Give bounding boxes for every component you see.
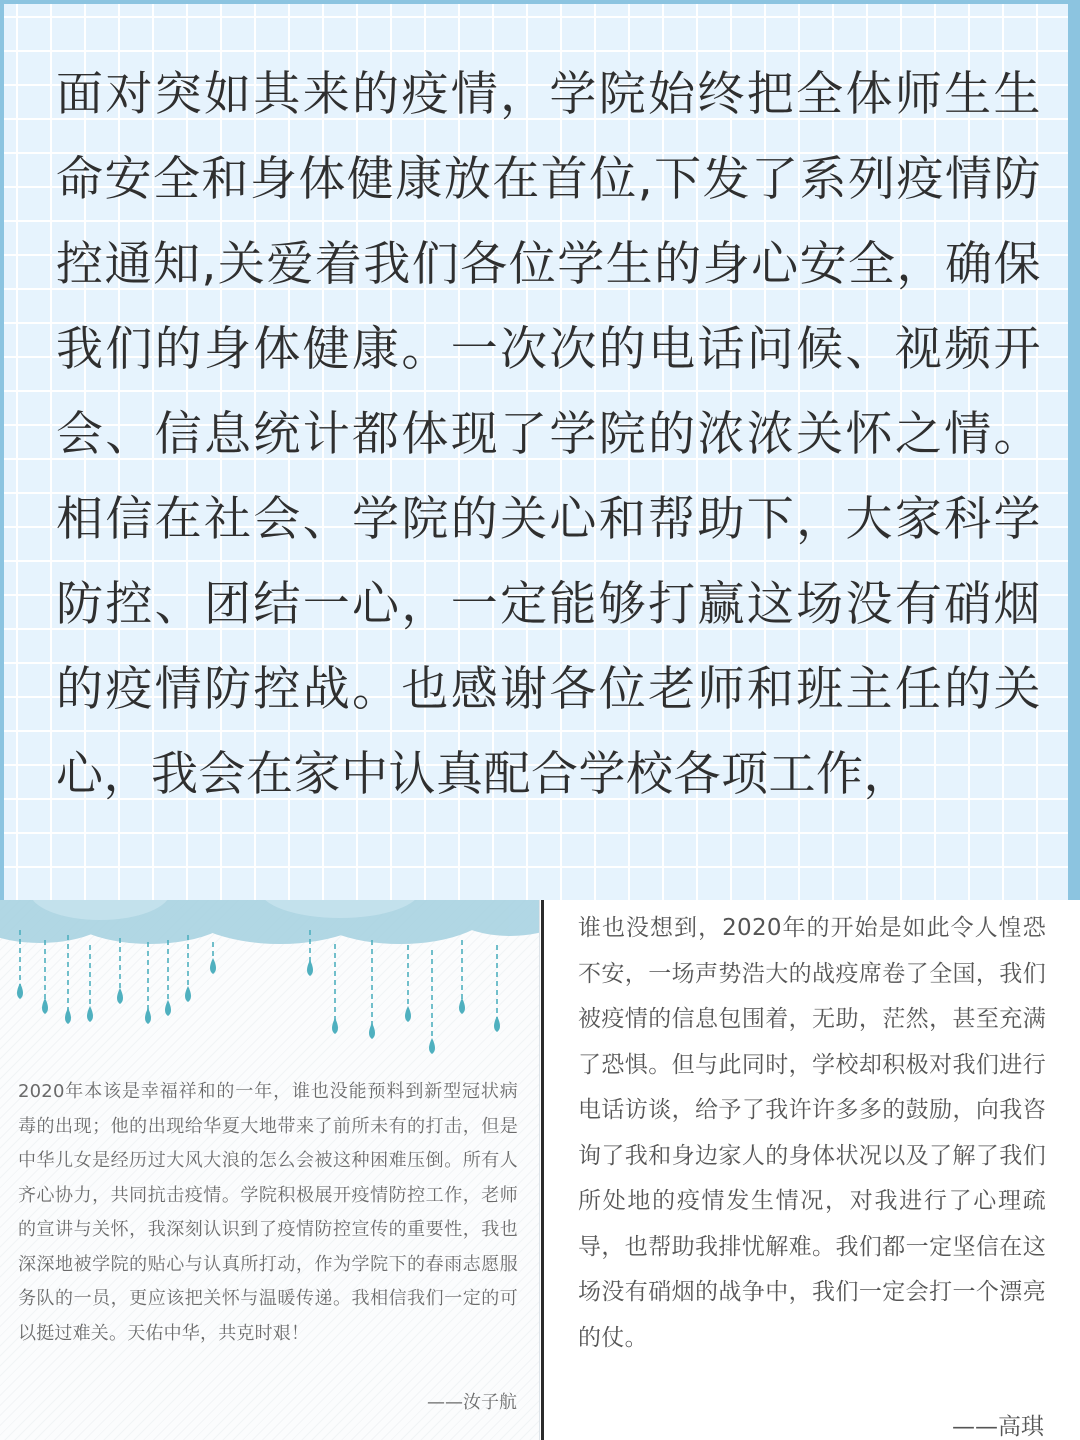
raindrop-icon (494, 1016, 500, 1032)
raindrop-icon (307, 960, 313, 976)
raindrop-icon (117, 988, 123, 1004)
raindrop-icon (165, 1000, 171, 1016)
raindrop-icon (459, 998, 465, 1014)
raindrops (17, 930, 500, 1054)
right-signature: ——高琪 (952, 1414, 1044, 1440)
rain-cloud-card (0, 900, 540, 1440)
raindrop-icon (405, 1006, 411, 1022)
raindrop-icon (145, 1008, 151, 1024)
raindrop-icon (429, 1038, 435, 1054)
raindrop-icon (42, 998, 48, 1014)
raindrop-icon (185, 986, 191, 1002)
left-paragraph: 2020年本该是幸福祥和的一年，谁也没能预料到新型冠状病毒的出现；他的出现给华夏大地带来了前所未有的打击，但是中华儿女是经历过大风大浪的怎么会被这种困难压倒。所有人齐心协力，共同抗击疫情。学院积极展开疫情防控工作，老师的宣讲与关怀，我深刻认识到了疫情防控宣传的重要性，我也深深地被学院的贴心与认真所打动，作为学院下的春雨志愿服务队的一员，更应该把关怀与温暖传递。我相信我们一定的可以挺过难关。天佑中华，共克时艰！ (18, 1081, 518, 1344)
raindrop-icon (87, 1006, 93, 1022)
right-paragraph: 谁也没想到，2020年的开始是如此令人惶恐不安，一场声势浩大的战疫席卷了全国，我们被疫情的信息包围着，无助，茫然，甚至充满了恐惧。但与此同时，学校却积极对我们进行电话访谈，给予了我许许多多的鼓励，向我咨询了我和身边家人的身体状况以及了解了我们所处地的疫情发生情况，对我进行了心理疏导，也帮助我排忧解难。我们都一定坚信在这场没有硝烟的战争中，我们一定会打一个漂亮的仗。 (578, 915, 1046, 1351)
raindrop-icon (210, 958, 216, 974)
raindrop-icon (332, 1018, 338, 1034)
left-signature: ——汝子航 (427, 1392, 517, 1413)
rain-cloud-illustration (0, 900, 540, 1070)
raindrop-icon (65, 1008, 71, 1024)
raindrop-icon (369, 1023, 375, 1039)
raindrop-icon (17, 983, 23, 999)
main-paragraph: 面对突如其来的疫情，学院始终把全体师生生命安全和身体健康放在首位,下发了系列疫情防控通知,关爱着我们各位学生的身心安全，确保我们的身体健康。一次次的电话问候、视频开会、信息统计都体现了学院的浓浓关怀之情。相信在社会、学院的关心和帮助下，大家科学防控、团结一心，一定能够打赢这场没有硝烟的疫情防控战。也感谢各位老师和班主任的关心，我会在家中认真配合学校各项工作， (56, 67, 1041, 802)
essay-card (541, 900, 1080, 1440)
